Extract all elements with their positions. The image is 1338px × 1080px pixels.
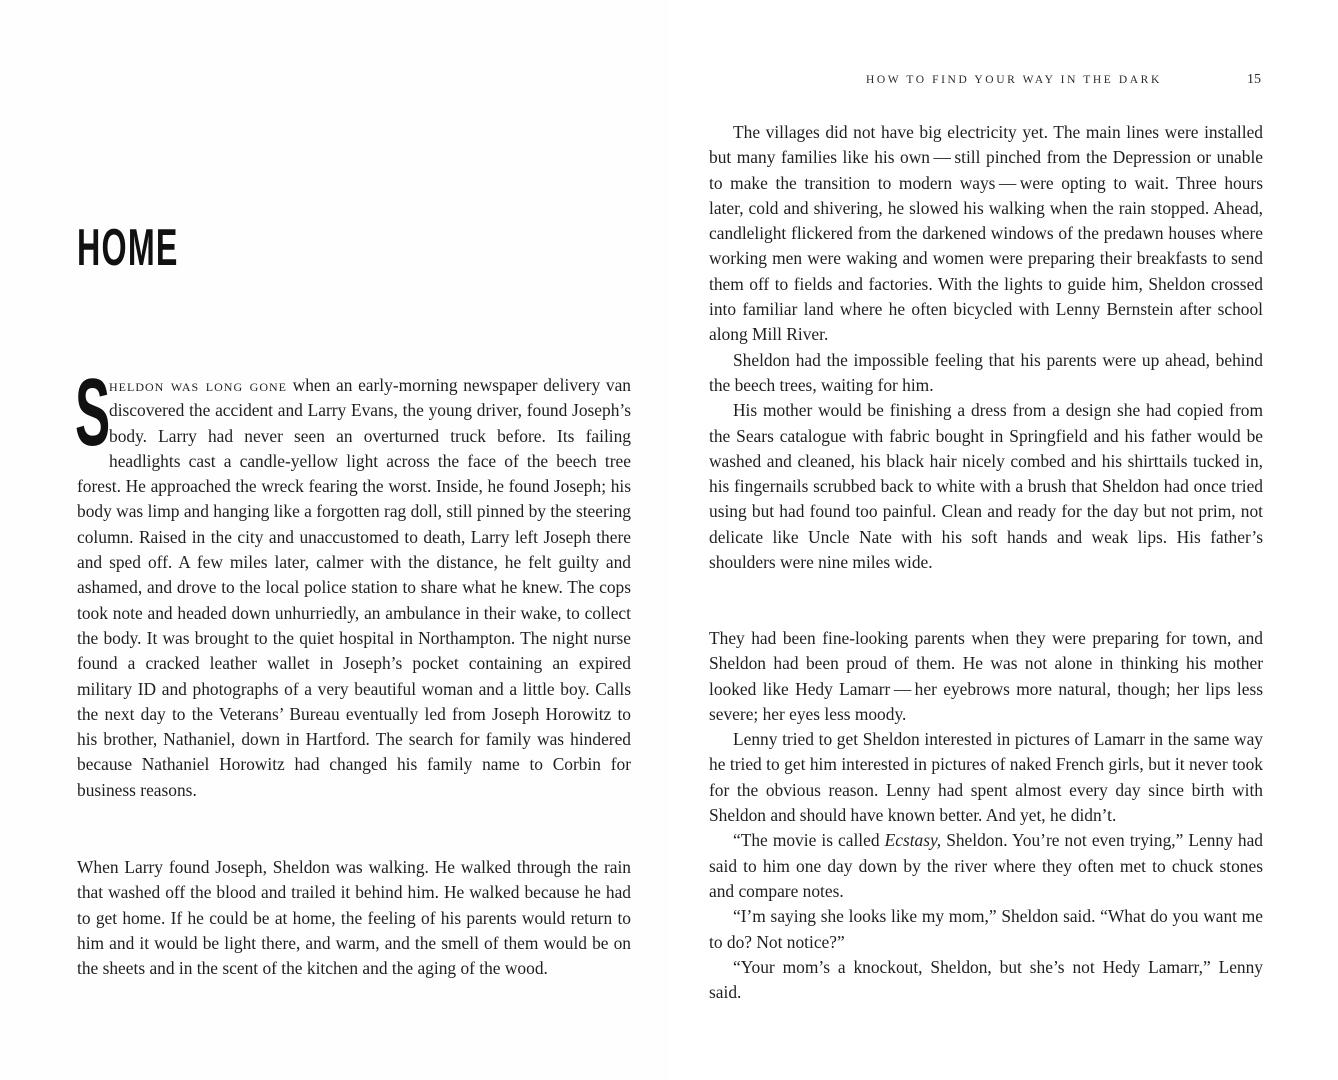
movie-title: Ecstasy, — [884, 830, 942, 851]
right-section-1 — [709, 120, 1263, 575]
paragraph — [709, 828, 1263, 904]
dialogue-text: “The movie is called — [733, 830, 885, 851]
opening-paragraph — [75, 359, 631, 803]
paragraph: When Larry found Joseph, Sheldon was walking. He walked through the rain that washed off the blood and trailed it behind him. He walked because he had to get home. If he could be at home, the feeling of his parents would return to him and it would be light there, and warm, and the smell of them would be on the sheets and in the scent of the kitchen and the aging of the wood. — [77, 857, 631, 979]
opening-paragraph-text: when an early-morning newspaper delivery van discovered the accident and Larry Evans, the young driver, found Joseph’s body. Larry had never seen an overturned truck before. Its failing headlights cast a candle-yellow light across the face of the beech tree forest. He approached the wreck fearing the worst. Inside, he found Joseph; his body was limp and hanging like a forgotten rag doll, still pinned by the steering column. Raised in the city and unaccustomed to death, Larry left Joseph there and sped off. A few miles later, calmer with the distance, he felt guilty and ashamed, and drove to the local police station to share what he knew. The cops took note and headed down unhurriedly, an ambulance in their wake, to collect the body. It was brought to the quiet hospital in Northampton. The night nurse found a cracked leather wallet in Joseph’s pocket containing an expired military ID and photographs of a very beautiful woman and a little boy. Calls the next day to the Veterans’ Bureau eventually led from Joseph Horowitz to his brother, Nathaniel, down in Hartford. The search for family was hindered because Nathaniel Horowitz had changed his family name to Corbin for business reasons. — [77, 375, 631, 800]
right-section-2 — [709, 626, 1263, 1005]
dialogue-text: Sheldon. You’re not even trying,” Lenny had said to him one day down by the river where they often met to chuck stones and compare notes. — [709, 830, 1263, 901]
paragraph: “Your mom’s a knockout, Sheldon, but she’s not Hedy Lamarr,” Lenny said. — [709, 956, 1263, 1003]
chapter-title: HOME — [77, 219, 179, 277]
running-head: HOW TO FIND YOUR WAY IN THE DARK — [866, 74, 1162, 86]
paragraph: “I’m saying she looks like my mom,” Sheldon said. “What do you want me to do? Not notice?” — [709, 906, 1263, 952]
lead-in-smallcaps: heldon was long gone — [109, 376, 288, 395]
right-page — [669, 0, 1338, 1080]
paragraph: Lenny tried to get Sheldon interested in pictures of Lamarr in the same way he tried to get him interested in pictures of naked French girls, but it never took for the obvious reason. Lenny had spent almost every day since birth with Sheldon and should have known better. And yet, he didn’t. — [709, 729, 1263, 826]
paragraph: Sheldon had the impossible feeling that his parents were up ahead, behind the beech trees, waiting for him. — [709, 349, 1263, 395]
page-number: 15 — [1247, 72, 1261, 87]
paragraph: The villages did not have big electricity yet. The main lines were installed but many families like his own — still pinched from the Depression or unable to make the transition to modern ways — were opting to wait. Three hours later, cold and shivering, he slowed his walking when the rain stopped. Ahead, candlelight flickered from the darkened windows of the predawn houses where working men were waking and women were preparing their breakfasts to send them off to fields and factories. With the lights to guide him, Sheldon crossed into familiar land where he often bicycled with Lenny Bernstein after school along Mill River. — [709, 122, 1263, 345]
paragraph: His mother would be finishing a dress from a design she had copied from the Sears catalogue with fabric bought in Springfield and his father would be washed and cleaned, his black hair nicely combed and his shirttails tucked in, his fingernails scrubbed back to white with a brush that Sheldon had once tried using but had found too painful. Clean and ready for the day but not prim, not delicate like Uncle Nate with his soft hands and weak lips. His father’s shoulders were nine miles wide. — [709, 400, 1263, 573]
paragraph: They had been fine-looking parents when they were preparing for town, and Sheldon had been proud of them. He was not alone in thinking his mother looked like Hedy Lamarr — her eyebrows more natural, though; her lips less severe; her eyes less moody. — [709, 628, 1263, 724]
drop-cap: S — [75, 359, 111, 466]
second-section — [77, 855, 631, 981]
